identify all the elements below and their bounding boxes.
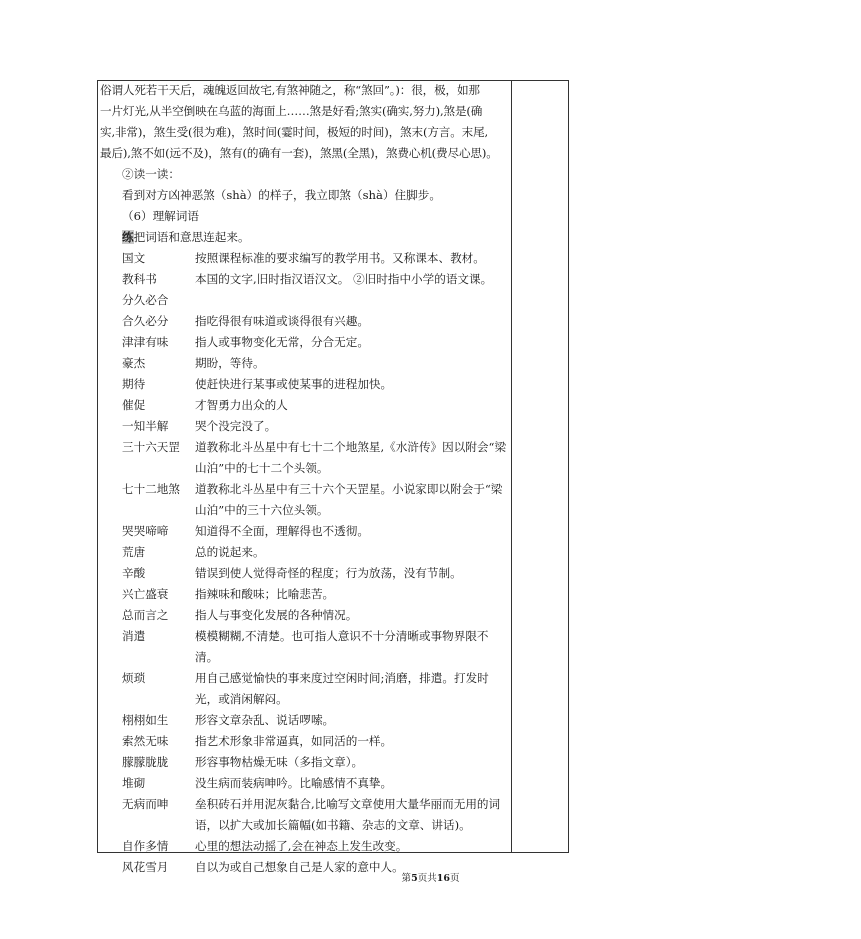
vocab-term: 豪杰 (122, 356, 146, 370)
main-content (100, 80, 507, 878)
vocab-row (100, 605, 507, 626)
footer-current-page: 5 (411, 873, 418, 884)
vocab-term: 合久必分 (122, 314, 169, 328)
section-heading: （6）理解词语 (122, 209, 199, 223)
vocab-definition: 总的说起来。 (195, 545, 265, 559)
vocab-term: 无病而呻 (122, 797, 169, 811)
vocab-term: 七十二地煞 (122, 482, 180, 496)
vocab-definition: 指人与事变化发展的各种情况。 (195, 608, 358, 622)
vocab-definition: 指辣味和酸味；比喻悲苦。 (195, 587, 335, 601)
vocab-row (100, 773, 507, 794)
vocab-definition: 心里的想法动摇了,会在神态上发生改变。 (195, 839, 408, 853)
vocab-term: 索然无味 (122, 734, 169, 748)
vocab-definition: 道教称北斗丛星中有七十二个地煞星,《水浒传》因以附会“梁山泊”中的七十二个头领。 (195, 440, 507, 475)
exercise-text: 把词语和意思连起来。 (133, 230, 250, 244)
exercise-label: 练 (122, 230, 134, 244)
vocab-definition: 错误到使人觉得奇怪的程度；行为放荡，没有节制。 (195, 566, 462, 580)
vocab-definition: 指吃得很有味道或谈得很有兴趣。 (195, 314, 369, 328)
vocab-row (100, 710, 507, 731)
vocab-definition: 模模糊糊,不清楚。也可指人意识不十分清晰或事物界限不清。 (195, 629, 489, 664)
vocab-term: 烦琐 (122, 671, 146, 685)
footer-prefix: 第 (401, 873, 412, 884)
vocab-row (100, 269, 507, 290)
vocab-term: 津津有味 (122, 335, 169, 349)
vocab-definition: 按照课程标准的要求编写的教学用书。又称课本、教材。 (195, 251, 485, 265)
vocab-definition (195, 290, 507, 311)
vocab-definition: 形容事物枯燥无味（多指文章）。 (195, 755, 364, 769)
vocab-definition: 垒积砖石并用泥灰黏合,比喻写文章使用大量华丽而无用的词语，以扩大或加长篇幅(如书籍、杂志的文章、讲话)。 (195, 797, 501, 832)
vocab-definition: 指人或事物变化无常，分合无定。 (195, 335, 369, 349)
vocab-row (100, 731, 507, 752)
vocab-row (100, 521, 507, 542)
vocab-definition: 本国的文字,旧时指汉语汉文。 ②旧时指中小学的语文课。 (195, 272, 493, 286)
vocab-term: 堆砌 (122, 776, 146, 790)
vocab-row (100, 584, 507, 605)
footer-total-pages: 16 (436, 873, 450, 884)
intro-line: 俗谓人死若干天后，魂魄返回故宅,有煞神随之，称“煞回”。)：很，极，如那 (100, 83, 480, 97)
vocab-definition: 期盼，等待。 (195, 356, 265, 370)
vocab-term: 哭哭啼啼 (122, 524, 169, 538)
vocab-definition: 用自己感觉愉快的事来度过空闲时间;消磨，排遣。打发时光，或消闲解闷。 (195, 671, 489, 706)
vocab-term: 催促 (122, 398, 146, 412)
vocab-term: 兴亡盛衰 (122, 587, 169, 601)
vocab-row (100, 836, 507, 857)
page-footer (0, 872, 861, 886)
vocab-row (100, 668, 507, 710)
read-heading: ②读一读： (122, 167, 180, 181)
vocab-row (100, 752, 507, 773)
vocab-term: 荒唐 (122, 545, 146, 559)
vocab-definition: 知道得不全面，理解得也不透彻。 (195, 524, 369, 538)
vocab-row (100, 290, 507, 311)
vocab-term: 朦朦胧胧 (122, 755, 169, 769)
table-column-divider (511, 80, 512, 853)
vocab-row (100, 395, 507, 416)
intro-line: 实,非常)，煞生受(很为难)，煞时间(霎时间，极短的时间)，煞末(方言。末尾, (100, 125, 489, 139)
vocab-row (100, 626, 507, 668)
vocab-definition: 才智勇力出众的人 (195, 398, 288, 412)
vocab-row (100, 563, 507, 584)
vocab-term: 分久必合 (122, 293, 169, 307)
vocab-row (100, 542, 507, 563)
vocab-row (100, 311, 507, 332)
vocab-term: 教科书 (122, 272, 157, 286)
vocab-list (100, 248, 507, 878)
vocab-term: 消遣 (122, 629, 146, 643)
vocab-definition: 没生病而装病呻吟。比喻感情不真挚。 (195, 776, 393, 790)
vocab-definition: 自以为或自己想象自己是人家的意中人。 (195, 860, 404, 874)
exercise-instruction (100, 227, 507, 248)
vocab-term: 总而言之 (122, 608, 169, 622)
vocab-row (100, 248, 507, 269)
vocab-term: 栩栩如生 (122, 713, 169, 727)
vocab-row (100, 437, 507, 479)
vocab-term: 一知半解 (122, 419, 169, 433)
vocab-term: 期待 (122, 377, 146, 391)
vocab-term: 风花雪月 (122, 860, 169, 874)
vocab-definition: 哭个没完没了。 (195, 419, 277, 433)
vocab-term: 自作多情 (122, 839, 169, 853)
vocab-definition: 形容文章杂乱、说话啰嗦。 (195, 713, 335, 727)
vocab-term: 国文 (122, 251, 146, 265)
vocab-term: 三十六天罡 (122, 440, 180, 454)
vocab-row (100, 479, 507, 521)
vocab-row (100, 794, 507, 836)
vocab-row (100, 374, 507, 395)
intro-line: 一片灯光,从半空倒映在乌蓝的海面上……煞是好看;煞实(确实,努力),煞是(确 (100, 104, 483, 118)
intro-line: 最后),煞不如(远不及)，煞有(的确有一套)，煞黑(全黑)，煞费心机(费尽心思)。 (100, 146, 498, 160)
vocab-term: 辛酸 (122, 566, 146, 580)
vocab-row (100, 416, 507, 437)
footer-middle: 页共 (417, 873, 437, 884)
vocab-definition: 指艺术形象非常逼真，如同活的一样。 (195, 734, 393, 748)
footer-suffix: 页 (449, 873, 460, 884)
vocab-definition: 使赶快进行某事或使某事的进程加快。 (195, 377, 393, 391)
vocab-row (100, 332, 507, 353)
vocab-row (100, 353, 507, 374)
vocab-definition: 道教称北斗丛星中有三十六个天罡星。小说家即以附会于“梁山泊”中的三十六位头领。 (195, 482, 503, 517)
read-sentence: 看到对方凶神恶煞（shà）的样子，我立即煞（shà）住脚步。 (122, 188, 441, 202)
